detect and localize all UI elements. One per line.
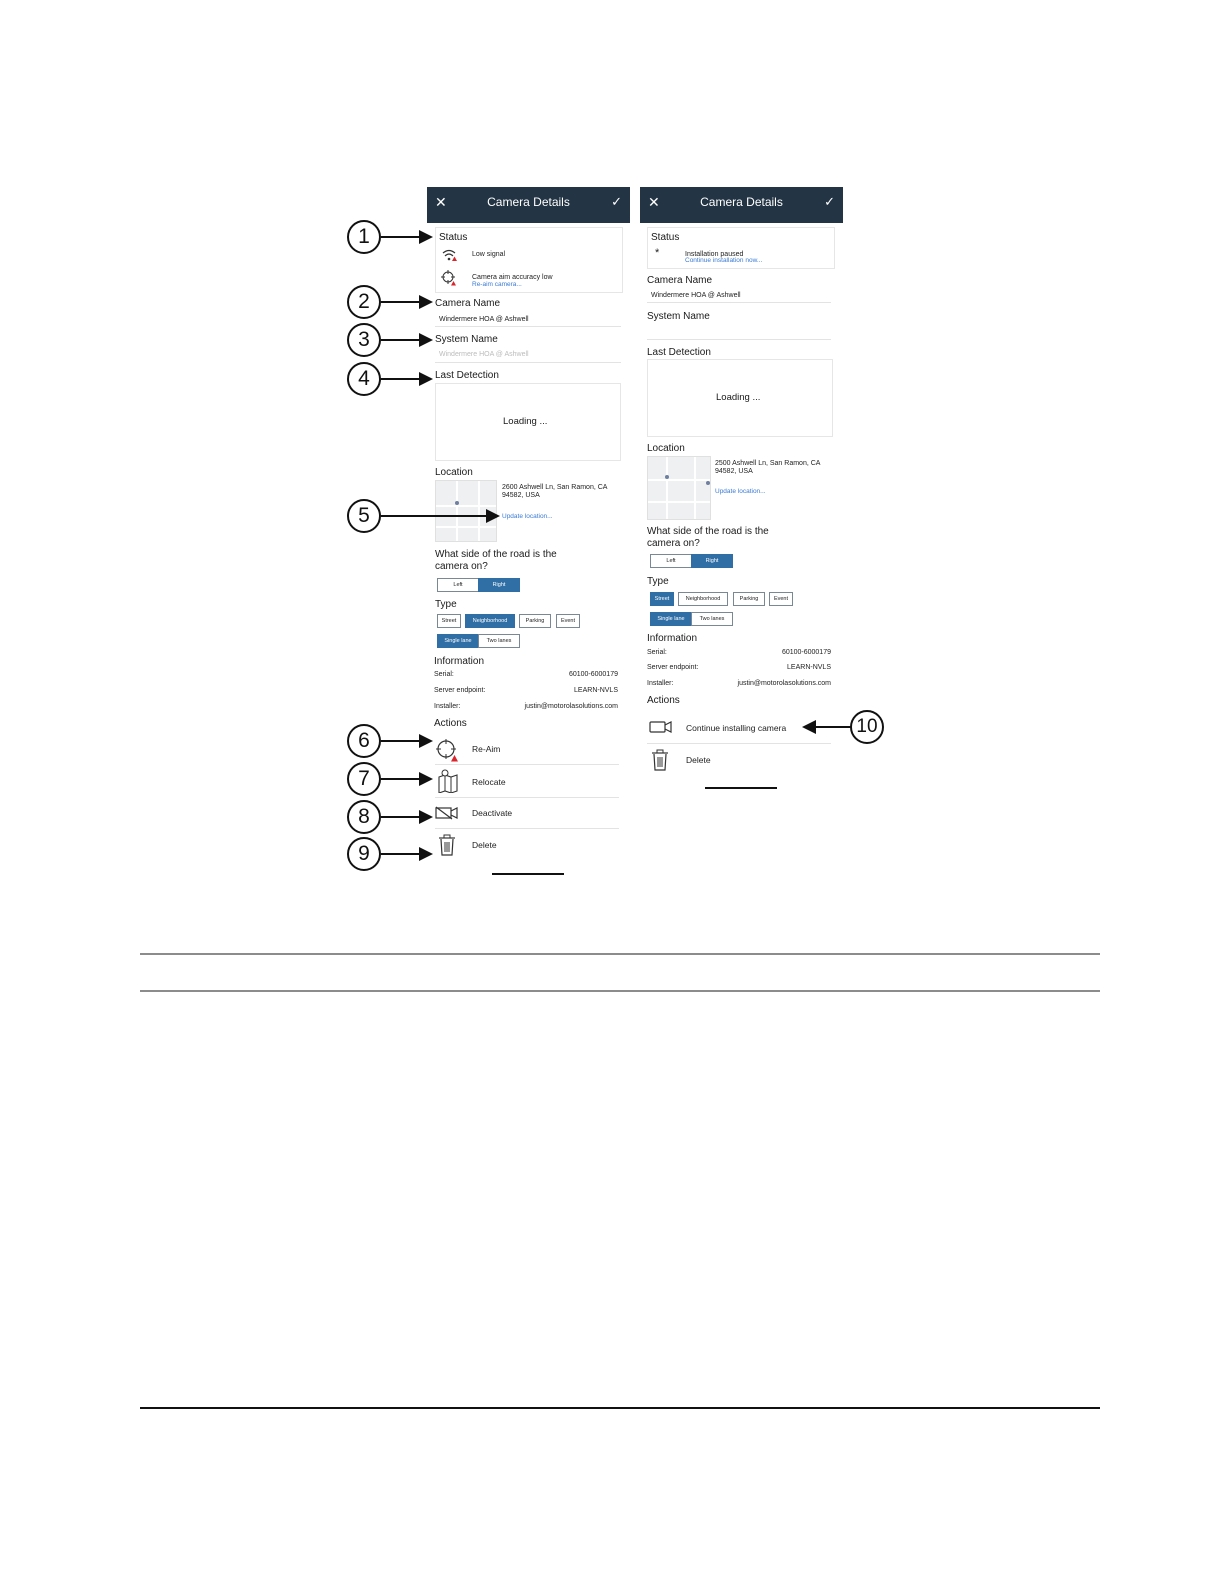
- system-name-label: System Name: [647, 311, 710, 322]
- divider: [647, 743, 831, 744]
- action-delete[interactable]: [640, 747, 832, 777]
- camera-name-input[interactable]: Windermere HOA @ Ashwell: [439, 316, 529, 323]
- trash-icon: [651, 749, 669, 771]
- divider: [435, 326, 621, 327]
- header-bar: [427, 187, 630, 223]
- arrow-head-icon: [419, 333, 433, 347]
- type-neighborhood-button[interactable]: Neighborhood: [678, 592, 728, 606]
- close-icon[interactable]: ✕: [648, 194, 660, 210]
- actions-label: Actions: [647, 695, 680, 706]
- asterisk-icon: *: [655, 247, 660, 259]
- status-low-signal: Low signal: [472, 251, 506, 258]
- callout-2: 2: [347, 285, 381, 319]
- callout-arrow: [381, 378, 421, 380]
- road-side-right-button[interactable]: Right: [478, 578, 520, 592]
- arrow-head-icon: [802, 720, 816, 734]
- system-name-label: System Name: [435, 334, 498, 345]
- callout-5: 5: [347, 499, 381, 533]
- info-value-endpoint: LEARN-NVLS: [787, 664, 831, 671]
- divider: [435, 828, 619, 829]
- divider: [435, 797, 619, 798]
- crosshair-warning-icon: [435, 738, 459, 762]
- information-label: Information: [647, 633, 698, 644]
- callout-6: 6: [347, 724, 381, 758]
- info-value-installer: justin@motorolasolutions.com: [737, 680, 831, 687]
- arrow-head-icon: [419, 772, 433, 786]
- page-footer-rule: [140, 1407, 1100, 1409]
- arrow-head-icon: [486, 509, 500, 523]
- callout-arrow: [381, 515, 488, 517]
- table-rule-bottom: [140, 990, 1100, 992]
- continue-installation-link[interactable]: Continue installation now...: [685, 257, 763, 264]
- wifi-warning-icon: [441, 248, 457, 262]
- action-label: Re-Aim: [472, 744, 501, 754]
- type-label: Type: [435, 599, 457, 610]
- location-map[interactable]: [647, 456, 711, 520]
- header-title: Camera Details: [700, 195, 783, 209]
- trash-icon: [438, 834, 456, 856]
- action-deactivate[interactable]: [427, 799, 619, 829]
- info-value-endpoint: LEARN-NVLS: [574, 687, 618, 694]
- location-label: Location: [435, 467, 473, 478]
- callout-4: 4: [347, 362, 381, 396]
- action-re-aim[interactable]: [427, 735, 619, 765]
- info-value-installer: justin@motorolasolutions.com: [524, 703, 618, 710]
- callout-arrow: [381, 778, 421, 780]
- system-name-input[interactable]: Windermere HOA @ Ashwell: [439, 351, 529, 358]
- callout-arrow: [381, 301, 421, 303]
- info-key-serial: Serial:: [647, 649, 667, 656]
- info-key-installer: Installer:: [434, 703, 461, 710]
- status-label: Status: [651, 232, 680, 243]
- two-lanes-button[interactable]: Two lanes: [478, 634, 520, 648]
- status-aim-accuracy: Camera aim accuracy low: [472, 274, 553, 281]
- info-key-serial: Serial:: [434, 671, 454, 678]
- single-lane-button[interactable]: Single lane: [650, 612, 692, 626]
- callout-arrow: [381, 339, 421, 341]
- check-icon[interactable]: ✓: [611, 194, 622, 209]
- video-off-icon: [435, 806, 459, 820]
- status-label: Status: [439, 232, 468, 243]
- type-event-button[interactable]: Event: [769, 592, 793, 606]
- callout-1: 1: [347, 220, 381, 254]
- re-aim-link[interactable]: Re-aim camera...: [472, 281, 522, 288]
- info-value-serial: 60100-6000179: [781, 649, 831, 656]
- callout-10: 10: [850, 710, 884, 744]
- divider: [647, 302, 831, 303]
- type-street-button[interactable]: Street: [437, 614, 461, 628]
- road-side-right-button[interactable]: Right: [691, 554, 733, 568]
- road-side-left-button[interactable]: Left: [650, 554, 692, 568]
- last-detection-label: Last Detection: [647, 347, 711, 358]
- arrow-head-icon: [419, 295, 433, 309]
- check-icon[interactable]: ✓: [824, 194, 835, 209]
- callout-7: 7: [347, 762, 381, 796]
- home-indicator: [705, 787, 777, 789]
- camera-name-input[interactable]: Windermere HOA @ Ashwell: [651, 292, 741, 299]
- callout-arrow: [381, 236, 421, 238]
- info-key-endpoint: Server endpoint:: [434, 687, 486, 694]
- arrow-head-icon: [419, 847, 433, 861]
- location-address: 2500 Ashwell Ln, San Ramon, CA 94582, USA: [715, 460, 821, 475]
- two-lanes-button[interactable]: Two lanes: [691, 612, 733, 626]
- video-camera-icon: [649, 720, 673, 734]
- action-label: Deactivate: [472, 808, 513, 818]
- update-location-link[interactable]: Update location...: [715, 488, 766, 495]
- actions-label: Actions: [434, 718, 467, 729]
- info-value-serial: 60100-6000179: [568, 671, 618, 678]
- callout-arrow: [813, 726, 851, 728]
- callout-3: 3: [347, 323, 381, 357]
- road-side-question: What side of the road is the camera on?: [647, 526, 769, 549]
- update-location-link[interactable]: Update location...: [502, 513, 553, 520]
- information-label: Information: [434, 656, 485, 667]
- header-bar: [640, 187, 843, 223]
- last-detection-label: Last Detection: [435, 370, 499, 381]
- divider: [435, 362, 621, 363]
- arrow-head-icon: [419, 734, 433, 748]
- divider: [647, 339, 831, 340]
- action-delete[interactable]: [427, 831, 619, 861]
- arrow-head-icon: [419, 230, 433, 244]
- type-parking-button[interactable]: Parking: [733, 592, 765, 606]
- location-address: 2600 Ashwell Ln, San Ramon, CA 94582, USA: [502, 484, 608, 499]
- callout-arrow: [381, 853, 421, 855]
- type-neighborhood-button[interactable]: Neighborhood: [465, 614, 515, 628]
- road-side-left-button[interactable]: Left: [437, 578, 479, 592]
- header-title: Camera Details: [487, 195, 570, 209]
- map-pin-icon: [437, 769, 459, 793]
- loading-text: Loading ...: [716, 392, 761, 403]
- location-label: Location: [647, 443, 685, 454]
- home-indicator: [492, 873, 564, 875]
- camera-name-label: Camera Name: [647, 275, 713, 286]
- callout-8: 8: [347, 800, 381, 834]
- type-parking-button[interactable]: Parking: [519, 614, 551, 628]
- callout-arrow: [381, 816, 421, 818]
- info-key-endpoint: Server endpoint:: [647, 664, 699, 671]
- type-label: Type: [647, 576, 669, 587]
- crosshair-warning-icon: [441, 270, 457, 286]
- loading-text: Loading ...: [503, 416, 548, 427]
- road-side-question: What side of the road is the camera on?: [435, 549, 557, 572]
- action-label: Delete: [686, 755, 711, 765]
- type-event-button[interactable]: Event: [556, 614, 580, 628]
- type-street-button[interactable]: Street: [650, 592, 674, 606]
- action-relocate[interactable]: [427, 767, 619, 797]
- status-installation-paused: Installation paused: [685, 251, 744, 258]
- single-lane-button[interactable]: Single lane: [437, 634, 479, 648]
- action-label: Continue installing camera: [686, 723, 787, 733]
- camera-name-label: Camera Name: [435, 298, 501, 309]
- callout-arrow: [381, 740, 421, 742]
- action-label: Delete: [472, 840, 497, 850]
- callout-9: 9: [347, 837, 381, 871]
- divider: [435, 764, 619, 765]
- table-rule-top: [140, 953, 1100, 955]
- info-key-installer: Installer:: [647, 680, 674, 687]
- arrow-head-icon: [419, 372, 433, 386]
- action-label: Relocate: [472, 777, 506, 787]
- arrow-head-icon: [419, 810, 433, 824]
- close-icon[interactable]: ✕: [435, 194, 447, 210]
